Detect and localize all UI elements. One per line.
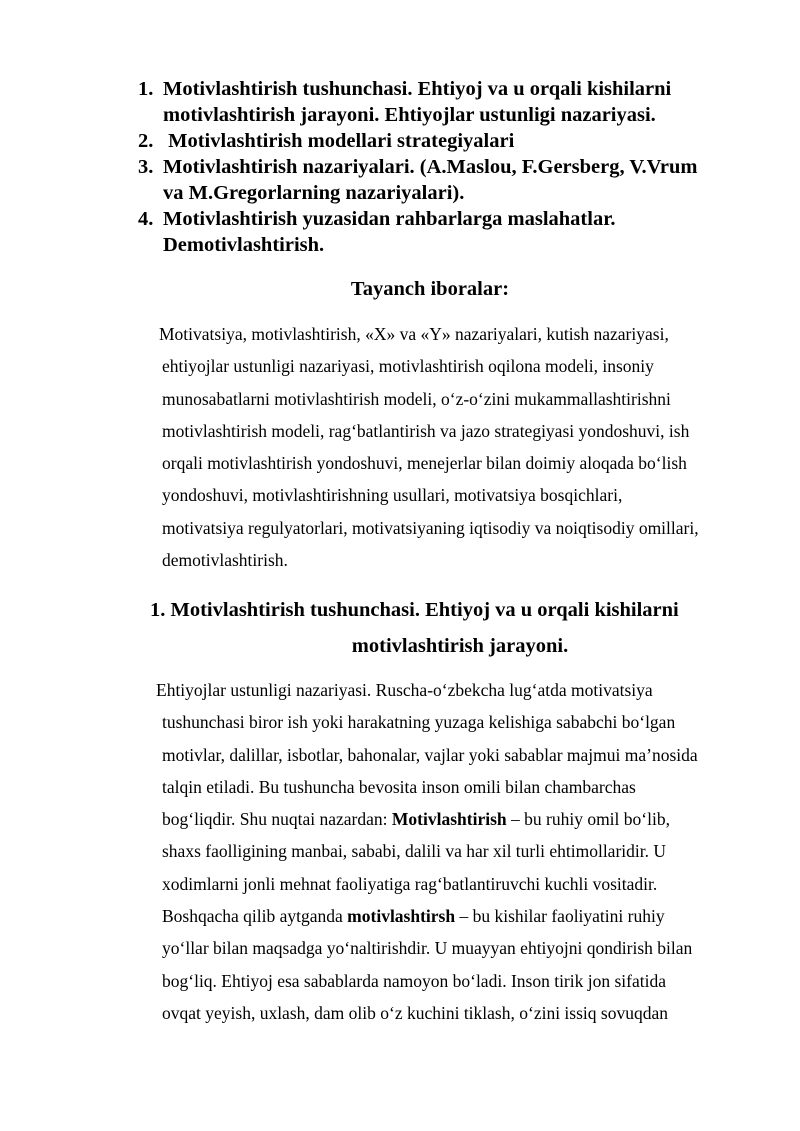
body-paragraph <box>156 674 762 1029</box>
topics-list <box>138 76 758 258</box>
topic-line: motivlashtirish jarayoni. Ehtiyojlar ustunligi nazariyasi. <box>163 104 656 126</box>
topic-item-4 <box>138 206 758 258</box>
term-motivlashtirsh: motivlashtirsh <box>347 906 456 927</box>
body-line: xodimlarni jonli mehnat faoliyatiga rag‘batlantiruvchi kuchli vositadir. <box>162 873 658 894</box>
topic-line: Motivlashtirish tushunchasi. Ehtiyoj va u orqali kishilarni <box>163 78 672 100</box>
keywords-line: Motivatsiya, motivlashtirish, «X» va «Y» nazariyalari, kutish nazariyasi, <box>159 324 669 344</box>
topic-text <box>163 154 758 206</box>
keywords-line: motivlashtirish modeli, rag‘batlantirish va jazo strategiyasi yondoshuvi, ish <box>162 420 690 441</box>
body-line: shaxs faolligining manbai, sababi, dalili va har xil turli ehtimollaridir. U <box>162 841 666 862</box>
body-line: ovqat yeyish, uxlash, dam olib o‘z kuchini tiklash, o‘zini issiq sovuqdan <box>162 1002 668 1023</box>
topic-item-1 <box>138 76 758 128</box>
body-text: bog‘liqdir. Shu nuqtai nazardan: <box>162 809 392 830</box>
keywords-paragraph <box>159 318 762 576</box>
keywords-line: motivatsiya regulyatorlari, motivatsiyaning iqtisodiy va noiqtisodiy omillari, <box>162 517 699 538</box>
topic-text <box>163 206 758 258</box>
body-text: – bu kishilar faoliyatini ruhiy <box>455 906 665 927</box>
body-line: Ehtiyojlar ustunligi nazariyasi. Ruscha-o‘zbekcha lug‘atda motivatsiya <box>156 680 653 700</box>
body-line: bog‘liq. Ehtiyoj esa sabablarda namoyon bo‘ladi. Inson tirik jon sifatida <box>162 970 666 991</box>
body-text: – bu ruhiy omil bo‘lib, <box>506 809 670 830</box>
keywords-heading: Tayanch iboralar: <box>350 278 510 300</box>
body-line: talqin etiladi. Bu tushuncha bevosita inson omili bilan chambarchas <box>162 776 636 797</box>
body-line: tushunchasi biror ish yoki harakatning yuzaga kelishiga sababchi bo‘lgan <box>162 712 676 733</box>
topic-item-3 <box>138 154 758 206</box>
term-motivlashtirish: Motivlashtirish <box>391 809 507 830</box>
body-text: Boshqacha qilib aytganda <box>162 906 348 927</box>
topic-line: Motivlashtirish yuzasidan rahbarlarga maslahatlar. <box>163 208 616 230</box>
keywords-line: yondoshuvi, motivlashtirishning usullari, motivatsiya bosqichlari, <box>162 485 623 506</box>
keywords-line: ehtiyojlar ustunligi nazariyasi, motivlashtirish oqilona modeli, insoniy <box>162 356 654 377</box>
section-heading-line-2: motivlashtirish jarayoni. <box>351 635 569 657</box>
body-line: yo‘llar bilan maqsadga yo‘naltirishdir. U muayyan ehtiyojni qondirish bilan <box>162 938 693 959</box>
topic-text <box>163 128 758 154</box>
topic-number: 4. <box>138 208 154 230</box>
body-line <box>162 900 762 932</box>
topic-number: 1. <box>138 78 154 100</box>
topic-item-2 <box>138 128 758 154</box>
topic-number: 3. <box>138 156 154 178</box>
topic-text <box>163 76 758 128</box>
topic-line: Motivlashtirish modellari strategiyalari <box>163 130 515 152</box>
keywords-line: munosabatlarni motivlashtirish modeli, o‘z-o‘zini mukammallashtirishni <box>162 388 671 409</box>
keywords-line: demotivlashtirish. <box>162 550 288 571</box>
keywords-line: orqali motivlashtirish yondoshuvi, menejerlar bilan doimiy aloqada bo‘lish <box>162 453 687 474</box>
body-line <box>162 803 762 835</box>
section-heading <box>150 592 750 664</box>
topic-number: 2. <box>138 130 154 152</box>
topic-line: Motivlashtirish nazariyalari. (A.Maslou, F.Gersberg, V.Vrum <box>163 156 698 178</box>
section-heading-line-1: 1. Motivlashtirish tushunchasi. Ehtiyoj va u orqali kishilarni <box>150 599 679 621</box>
topic-line: va M.Gregorlarning nazariyalari). <box>163 182 465 204</box>
body-line: motivlar, dalillar, isbotlar, bahonalar, vajlar yoki sabablar majmui ma’nosida <box>162 744 698 765</box>
topic-line: Demotivlashtirish. <box>163 234 325 256</box>
